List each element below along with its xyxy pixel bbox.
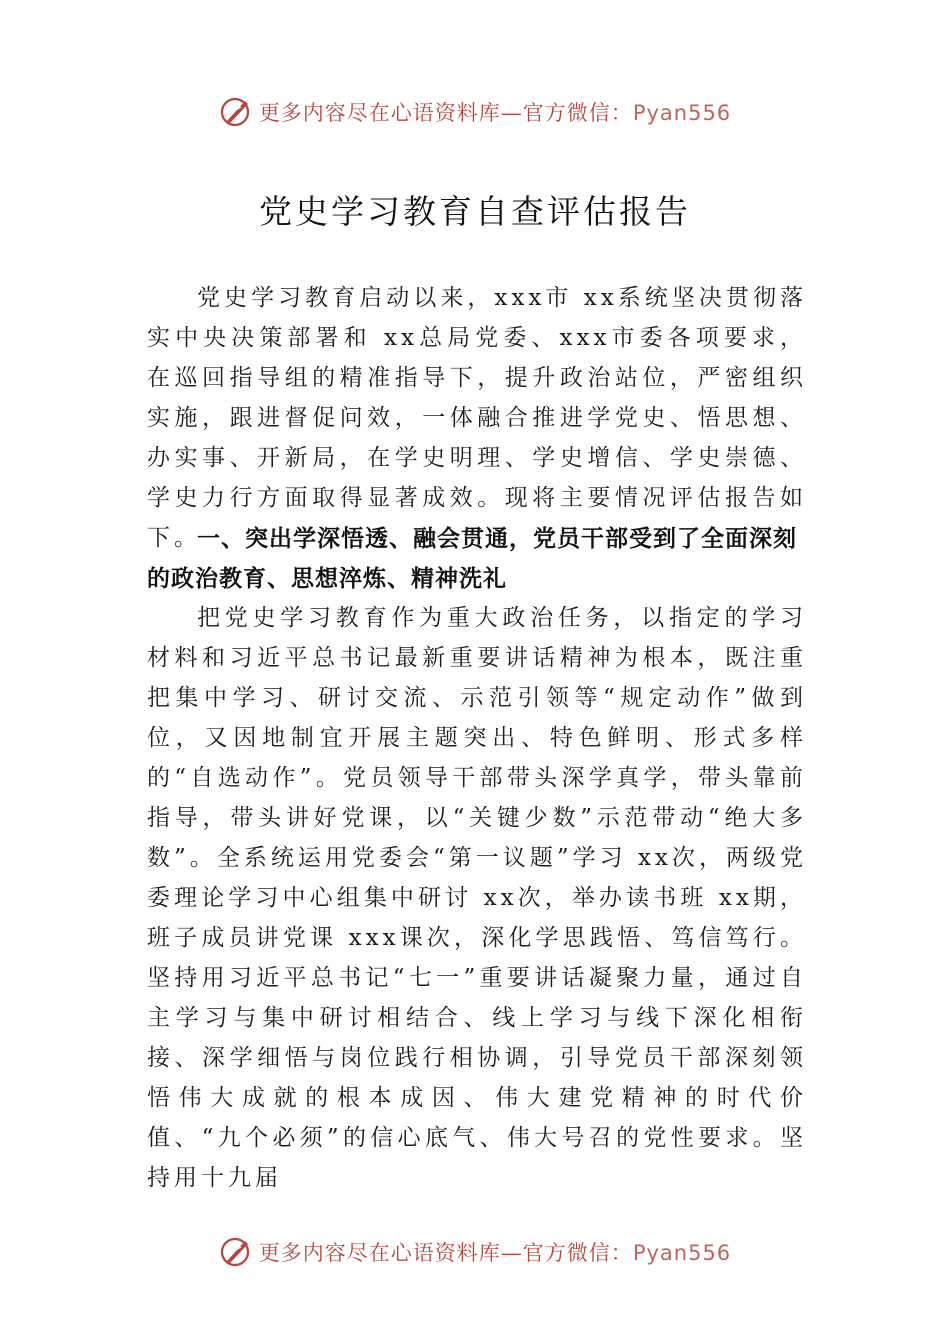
document-title: 党史学习教育自查评估报告 (259, 192, 691, 231)
quill-logo-icon (219, 95, 253, 129)
watermark-label: 更多内容尽在心语资料库—官方微信： (258, 101, 633, 125)
section-1-heading: 一、突出学深悟透、融会贯通，党员干部受到了全面深刻的政治教育、思想淬炼、精神洗礼 (147, 526, 797, 592)
watermark-text (259, 1237, 731, 1267)
section-1-paragraph: 把党史学习教育作为重大政治任务，以指定的学习材料和习近平总书记最新重要讲话精神为根本，既注重把集中学习、研讨交流、示范引领等“规定动作”做到位，又因地制宜开展主题突出、特色鲜明、形式多样的“自选动作”。党员领导干部带头深学真学，带头靠前指导，带头讲好党课，以“关键少数”示范带动“绝大多数”。全系统运用党委会“第一议题”学习 xx次，两级党委理论学习中心组集中研讨 xx次，举办读书班 xx期，班子成员讲党课 xxx课次，深化学思践悟、笃信笃行。坚持用习近平总书记“七一”重要讲话凝聚力量，通过自主学习与集中研讨相结合、线上学习与线下深化相衔接、深学细悟与岗位践行相协调，引导党员干部深刻领悟伟大成就的根本成因、伟大建党精神的时代价值、“九个必须”的信心底气、伟大号召的党性要求。坚持用十九届 (147, 605, 807, 1191)
wechat-handle: Pyan556 (632, 101, 732, 125)
wechat-handle: Pyan556 (632, 1241, 732, 1265)
quill-logo-icon (219, 1235, 253, 1269)
footer-watermark-banner (0, 1232, 950, 1272)
watermark-text (259, 97, 731, 127)
watermark-label: 更多内容尽在心语资料库—官方微信： (258, 1241, 633, 1265)
intro-paragraph: 党史学习教育启动以来，xxx市 xx系统坚决贯彻落实中央决策部署和 xx总局党委、xxx市委各项要求，在巡回指导组的精准指导下，提升政治站位，严密组织实施，跟进督促问效，一体融合推进学党史、悟思想、办实事、开新局，在学史明理、学史增信、学史崇德、学史力行方面取得显著成效。现将主要情况评估报告如下。 (147, 285, 807, 551)
header-watermark-banner (0, 92, 950, 132)
